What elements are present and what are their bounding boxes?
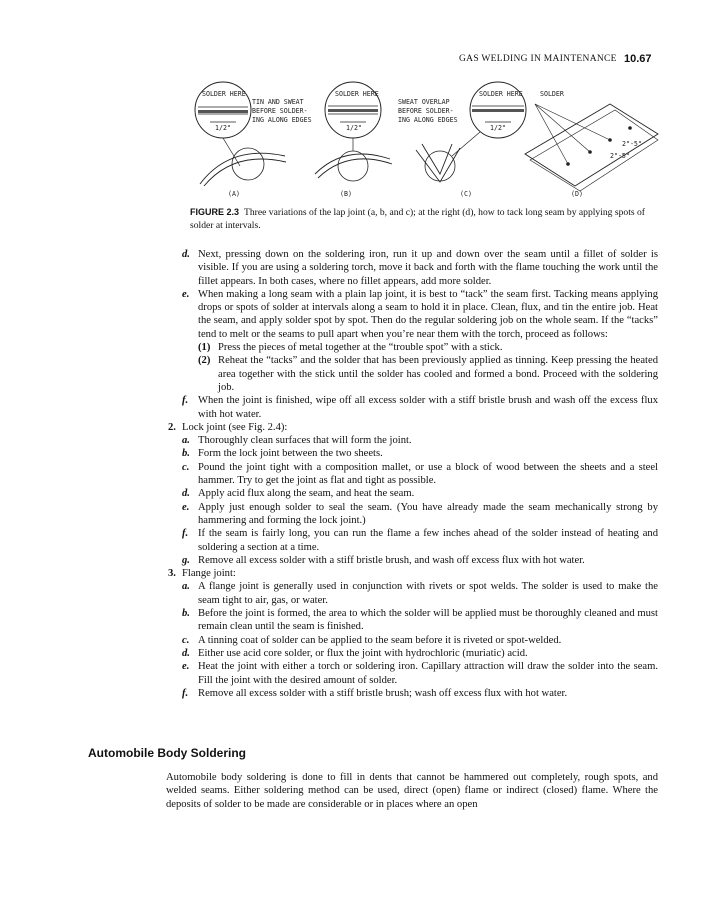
list-item	[166, 634, 658, 647]
half-inch-label-c: 1/2"	[490, 124, 506, 132]
list-item-marker: d.	[182, 488, 190, 500]
list-item-marker: a.	[182, 435, 190, 447]
list-item	[166, 687, 658, 700]
list-item-text: Form the lock joint between the two sheets.	[198, 448, 383, 460]
list-item-marker: b.	[182, 448, 190, 460]
list-item-marker: f.	[182, 528, 189, 540]
list-item-text: Flange joint:	[182, 568, 236, 580]
list-item-text: A tinning coat of solder can be applied to the seam before it is riveted or spot-welded.	[198, 634, 562, 646]
figure-2-3-lap-joints	[190, 74, 660, 204]
list-item	[166, 607, 658, 634]
list-item	[166, 421, 658, 434]
section-heading: Automobile Body Soldering	[88, 746, 246, 760]
solder-here-label-a: SOLDER HERE	[202, 90, 246, 98]
solder-here-label-c: SOLDER HERE	[479, 90, 523, 98]
list-item-text: Apply acid flux along the seam, and heat the seam.	[198, 488, 415, 500]
list-item-marker: e.	[182, 661, 190, 673]
panel-b	[315, 82, 392, 198]
half-inch-label-a: 1/2"	[215, 124, 231, 132]
list-item-text: Reheat the “tacks” and the solder that has been previously applied as tinning. Keep pressing the heated area together with the stick until the solder has cooled and formed a bond. Proceed with the soldering job.	[218, 355, 658, 393]
panel-b-label: (B)	[340, 190, 352, 198]
list-item-marker: c.	[182, 461, 190, 473]
list-item	[166, 354, 658, 394]
tin-sweat-line-1: TIN AND SWEAT	[252, 98, 304, 106]
list-item-marker: g.	[182, 554, 190, 566]
list-item	[166, 447, 658, 460]
list-item	[166, 660, 658, 687]
list-item-text: If the seam is fairly long, you can run the flame a few inches ahead of the solder instead of heating and soldering a section at a time.	[198, 528, 658, 553]
solder-label-d: SOLDER	[540, 90, 564, 98]
panel-d	[525, 90, 658, 198]
list-item-marker: f.	[182, 687, 189, 699]
tin-sweat-line-3: ING ALONG EDGES	[252, 116, 312, 124]
figure-caption	[190, 206, 658, 232]
tin-sweat-line-2: BEFORE SOLDER-	[252, 107, 308, 115]
list-item-marker: 2.	[168, 421, 176, 433]
panel-c-label: (C)	[460, 190, 472, 198]
panel-c	[398, 82, 526, 198]
procedure-list	[166, 248, 658, 700]
list-item	[166, 434, 658, 447]
list-item-text: When making a long seam with a plain lap joint, it is best to “tack” the seam first. Tacking means applying drops or spots of solder at intervals along a seam to hold it in place. Clean, flux, and tin the entire job. Heat the seam, and apply solder spot by spot. Then do the regular soldering job on the whole seam. If the “tacks” tend to melt or the seams to pull apart when you’re near them with the torch, proceed as follows:	[198, 288, 658, 340]
list-item	[166, 567, 658, 580]
list-item-text: Press the pieces of metal together at the “trouble spot” with a stick.	[218, 342, 503, 354]
list-item	[166, 288, 658, 341]
list-item	[166, 647, 658, 660]
list-item-marker: d.	[182, 647, 190, 659]
list-item-marker: f.	[182, 395, 189, 407]
list-item-text: When the joint is finished, wipe off all excess solder with a stiff bristle brush and wash off the excess flux with hot water.	[198, 395, 658, 420]
list-item-text: Lock joint (see Fig. 2.4):	[182, 421, 288, 433]
spacing-label-1: 2"-5"	[622, 140, 642, 148]
list-item-text: Next, pressing down on the soldering iron, run it up and down over the seam until a fillet of solder is visible. If you are using a soldering torch, move it back and forth with the flame touching the work until the fillet appears. In both cases, where no fillet appears, add more solder.	[198, 249, 658, 287]
list-item-marker: 3.	[168, 568, 176, 580]
list-item	[166, 580, 658, 607]
list-item	[166, 487, 658, 500]
list-item	[166, 461, 658, 488]
sweat-overlap-line-3: ING ALONG EDGES	[398, 116, 458, 124]
list-item-marker: d.	[182, 249, 190, 260]
list-item-marker: b.	[182, 608, 190, 620]
list-item	[166, 341, 658, 354]
list-item-text: A flange joint is generally used in conjunction with rivets or spot welds. The solder is used to make the seam tight to air, gas, or water.	[198, 581, 658, 606]
list-item	[166, 554, 658, 567]
list-item-text: Apply just enough solder to seal the seam. (You have already made the seam mechanically strong by hammering and forming the lock joint.)	[198, 501, 658, 526]
list-item-text: Either use acid core solder, or flux the joint with hydrochloric (muriatic) acid.	[198, 647, 528, 659]
list-item-marker: (2)	[198, 355, 211, 367]
list-item-marker: c.	[182, 634, 190, 646]
figure-caption-text: Three variations of the lap joint (a, b, and c); at the right (d), how to tack long seam by applying spots of solder at intervals.	[190, 207, 645, 231]
list-item-text: Before the joint is formed, the area to which the solder will be applied must be thoroughly cleaned and must remain clean until the seam is finished.	[198, 608, 658, 633]
panel-a-label: (A)	[228, 190, 240, 198]
panel-a	[195, 82, 312, 198]
sweat-overlap-line-2: BEFORE SOLDER-	[398, 107, 454, 115]
list-item-text: Heat the joint with either a torch or soldering iron. Capillary attraction will draw the solder into the seam. Fill the joint with the desired amount of solder.	[198, 661, 658, 686]
list-item-text: Remove all excess solder with a stiff bristle brush; wash off excess flux with hot water.	[198, 687, 568, 699]
list-item-text: Remove all excess solder with a stiff bristle brush, and wash off excess flux with hot water.	[198, 554, 585, 566]
solder-here-label-b: SOLDER HERE	[335, 90, 379, 98]
panel-d-label: (D)	[571, 190, 583, 198]
half-inch-label-b: 1/2"	[346, 124, 362, 132]
running-header-section: GAS WELDING IN MAINTENANCE	[459, 54, 617, 64]
list-item	[166, 248, 658, 288]
list-item	[166, 394, 658, 421]
spacing-label-2: 2"-5"	[610, 152, 630, 160]
list-item-marker: (1)	[198, 342, 211, 354]
list-item-marker: e.	[182, 288, 190, 300]
list-item-text: Pound the joint tight with a composition mallet, or use a block of wood between the sheets and a steel hammer. Try to get the joint as flat and tight as possible.	[198, 461, 658, 487]
list-item	[166, 527, 658, 554]
list-item-text: Thoroughly clean surfaces that will form the joint.	[198, 435, 412, 447]
list-item	[166, 501, 658, 528]
section-paragraph: Automobile body soldering is done to fill in dents that cannot be hammered out completely, rough spots, and welded seams. Either soldering method can be used, direct (open) flame or indirect (closed) flame. Where the deposits of solder to be made are considerable or in places where an open	[166, 772, 658, 810]
figure-caption-label: FIGURE 2.3	[190, 207, 240, 217]
list-item-marker: e.	[182, 501, 190, 513]
sweat-overlap-line-1: SWEAT OVERLAP	[398, 98, 450, 106]
list-item-marker: a.	[182, 581, 190, 593]
page-number: 10.67	[624, 53, 652, 65]
